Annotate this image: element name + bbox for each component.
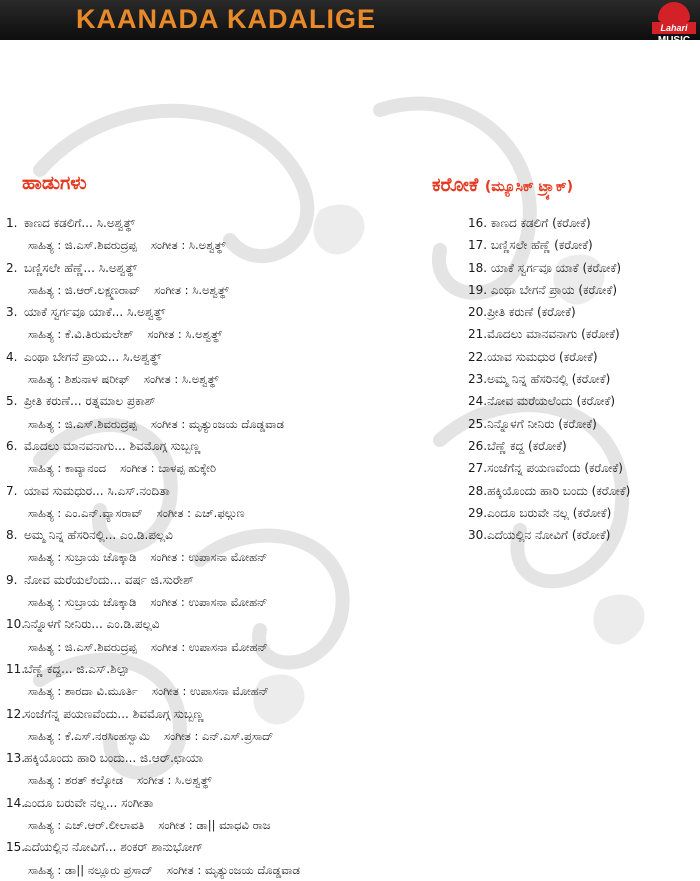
song-title: ಯಾಕೆ ಸ್ವರ್ಗವೂ ಯಾಕೆ... ಸಿ.ಅಶ್ವತ್ಥ್ — [24, 305, 166, 320]
song-title-row — [6, 435, 456, 457]
song-credit-row — [6, 502, 456, 524]
song-number: 2. — [6, 260, 18, 275]
song-number: 11. — [6, 661, 26, 676]
song-title-row — [6, 613, 456, 635]
song-title-row — [6, 257, 456, 279]
song-number: 4. — [6, 349, 18, 364]
song-credit-row — [6, 413, 456, 435]
song-music-credit: ಸಂಗೀತ : ಮೃತ್ಯುಂಜಯ ದೊಡ್ಡವಾಡ — [166, 862, 300, 877]
song-credit-row — [6, 636, 456, 658]
album-title: KAANADA KADALIGE — [76, 4, 376, 34]
song-title-row — [6, 390, 456, 412]
song-title: ಬೆಣ್ಣೆ ಕದ್ದ... ಜಿ.ಎಸ್.ಶಿಲ್ಪಾ — [24, 661, 130, 676]
song-number: 12. — [6, 706, 26, 721]
song-title: ಪ್ರೀತಿ ಕರುಣೆ... ರತ್ನಮಾಲ ಪ್ರಕಾಶ್ — [24, 394, 156, 409]
song-lyrics-credit: ಸಾಹಿತ್ಯ : ಶಿಶುನಾಳ ಷರೀಫ್ — [28, 372, 130, 387]
songs-heading: ಹಾಡುಗಳು — [22, 172, 87, 194]
song-credit-row — [6, 591, 456, 613]
song-music-credit: ಸಂಗೀತ : ಸಿ.ಅಶ್ವತ್ಥ್ — [136, 773, 212, 788]
song-title: ಸಂಜೆಗೆನ್ನ ಪಯಣವೆಂದು... ಶಿವಮೊಗ್ಗ ಸುಬ್ಬಣ್ಣ — [24, 706, 204, 721]
song-lyrics-credit: ಸಾಹಿತ್ಯ : ಕೆ.ವಿ.ತಿರುಮಲೇಶ್ — [28, 327, 134, 342]
song-number: 10. — [6, 617, 26, 632]
song-music-credit: ಸಂಗೀತ : ಬಾಳಪ್ಪ ಹುಕ್ಕೇರಿ — [120, 461, 217, 476]
karaoke-track: 17. ಬಣ್ಣಿಸಲೇ ಹೆಣ್ಣೆ (ಕರೋಕೆ) — [468, 238, 593, 253]
karaoke-track: 29.ಎಂದೂ ಬರುವೇ ನಲ್ಲ (ಕರೋಕೆ) — [468, 505, 612, 520]
song-title: ಹಕ್ಕಿಯೊಂದು ಹಾರಿ ಬಂದು... ಜಿ.ಆರ್.ಛಾಯಾ — [24, 751, 204, 766]
song-music-credit: ಸಂಗೀತ : ಸಿ.ಅಶ್ವತ್ಥ್ — [147, 327, 223, 342]
song-lyrics-credit: ಸಾಹಿತ್ಯ : ಡಾ|| ನಲ್ಲೂರು ಪ್ರಸಾದ್ — [28, 862, 153, 877]
song-number: 6. — [6, 438, 18, 453]
song-lyrics-credit: ಸಾಹಿತ್ಯ : ಸುಬ್ರಾಯ ಚೊಕ್ಕಾಡಿ — [28, 595, 137, 610]
song-credit-row — [6, 769, 456, 791]
song-lyrics-credit: ಸಾಹಿತ್ಯ : ಶರತ್ ಕಲ್ಕೋಡ — [28, 773, 123, 788]
karaoke-track: 27.ಸಂಜೆಗೆನ್ನ ಪಯಣವೆಂದು (ಕರೋಕೆ) — [468, 461, 623, 476]
song-title-row — [6, 346, 456, 368]
song-title-row — [6, 658, 456, 680]
song-music-credit: ಸಂಗೀತ : ಉಪಾಸನಾ ಮೋಹನ್ — [151, 684, 269, 699]
logo-brand-text: Lahari — [652, 22, 696, 34]
karaoke-track: 30.ಎದೆಯಲ್ಲಿನ ನೋವಿಗೆ (ಕರೋಕೆ) — [468, 528, 611, 543]
song-title-row — [6, 524, 456, 546]
karaoke-track: 18. ಯಾಕೆ ಸ್ವರ್ಗವೂ ಯಾಕೆ (ಕರೋಕೆ) — [468, 260, 622, 275]
song-number: 15. — [6, 840, 26, 855]
song-credit-row — [6, 234, 456, 256]
karaoke-track: 24.ನೋವ ಮರೆಯಲೆಂದು (ಕರೋಕೆ) — [468, 394, 616, 409]
logo-emblem-icon — [658, 2, 690, 22]
song-music-credit: ಸಂಗೀತ : ಉಪಾಸನಾ ಮೋಹನ್ — [150, 550, 268, 565]
song-credit-row — [6, 546, 456, 568]
karaoke-track: 20.ಪ್ರೀತಿ ಕರುಣೆ (ಕರೋಕೆ) — [468, 305, 576, 320]
song-title: ಮೊದಲು ಮಾನವನಾಗು... ಶಿವಮೊಗ್ಗ ಸುಬ್ಬಣ್ಣ — [24, 438, 201, 453]
song-number: 7. — [6, 483, 18, 498]
song-title: ನಿನ್ನೊಳಗೆ ನೀನಿರು... ಎಂ.ಡಿ.ಪಲ್ಲವಿ — [24, 617, 160, 632]
song-lyrics-credit: ಸಾಹಿತ್ಯ : ಕಾವ್ಯಾನಂದ — [28, 461, 107, 476]
song-music-credit: ಸಂಗೀತ : ಎಚ್.ಫಲ್ಗುಣ — [156, 505, 245, 520]
song-credit-row — [6, 725, 456, 747]
song-credit-row — [6, 814, 456, 836]
song-number: 5. — [6, 394, 18, 409]
song-title-row — [6, 703, 456, 725]
song-number: 8. — [6, 528, 18, 543]
songs-list — [6, 212, 456, 881]
karaoke-track: 23.ಅಮ್ಮ ನಿನ್ನ ಹೆಸರಿನಲ್ಲಿ (ಕರೋಕೆ) — [468, 372, 611, 387]
song-lyrics-credit: ಸಾಹಿತ್ಯ : ಎಂ.ಎನ್.ವ್ಯಾಸರಾವ್ — [28, 505, 143, 520]
song-title-row — [6, 212, 456, 234]
karaoke-track: 26.ಬೆಣ್ಣೆ ಕದ್ದ (ಕರೋಕೆ) — [468, 438, 567, 453]
song-title-row — [6, 747, 456, 769]
song-title: ಎಂಥಾ ಬೇಗನೆ ಪ್ರಾಯ... ಸಿ.ಅಶ್ವತ್ಥ್ — [24, 349, 162, 364]
song-lyrics-credit: ಸಾಹಿತ್ಯ : ಜಿ.ಆರ್.ಲಕ್ಷ್ಮಣರಾವ್ — [28, 282, 141, 297]
karaoke-heading-title: ಕರೋಕೆ — [432, 174, 479, 196]
song-music-credit: ಸಂಗೀತ : ಸಿ.ಅಶ್ವತ್ಥ್ — [143, 372, 219, 387]
song-music-credit: ಸಂಗೀತ : ಡಾ|| ಮಾಧವಿ ರಾಜ — [158, 818, 271, 833]
karaoke-track: 21.ಮೊದಲು ಮಾನವನಾಗು (ಕರೋಕೆ) — [468, 327, 620, 342]
song-lyrics-credit: ಸಾಹಿತ್ಯ : ಜಿ.ಎಸ್.ಶಿವರುದ್ರಪ್ಪ — [28, 238, 137, 253]
song-music-credit: ಸಂಗೀತ : ಸಿ.ಅಶ್ವತ್ಥ್ — [150, 238, 226, 253]
song-title: ಬಣ್ಣಿಸಲೇ ಹೆಣ್ಣೆ... ಸಿ.ಅಶ್ವತ್ಥ್ — [24, 260, 137, 275]
song-title: ಎದೆಯಲ್ಲಿನ ನೋವಿಗೆ... ಶಂಕರ್ ಶಾನುಭೋಗ್ — [24, 840, 204, 855]
karaoke-track: 16. ಕಾಣದ ಕಡಲಿಗೆ (ಕರೋಕೆ) — [468, 216, 591, 230]
song-credit-row — [6, 368, 456, 390]
song-title-row — [6, 792, 456, 814]
karaoke-heading — [432, 174, 573, 196]
karaoke-heading-sub: (ಮ್ಯೂಸಿಕ್ ಟ್ರ್ಯಾಕ್) — [484, 179, 574, 195]
song-number: 14. — [6, 795, 26, 810]
song-title: ನೋವ ಮರೆಯಲೆಂದು... ವರ್ಷ ಜಿ.ಸುರೇಶ್ — [24, 572, 194, 587]
header-band — [0, 0, 700, 46]
song-title-row — [6, 836, 456, 858]
song-title: ಕಾಣದ ಕಡಲಿಗೆ... ಸಿ.ಅಶ್ವತ್ಥ್ — [24, 216, 135, 230]
karaoke-track: 25.ನಿನ್ನೊಳಗೆ ನೀನಿರು (ಕರೋಕೆ) — [468, 416, 597, 431]
karaoke-track: 19. ಎಂಥಾ ಬೇಗನೆ ಪ್ರಾಯ (ಕರೋಕೆ) — [468, 282, 618, 297]
karaoke-list — [468, 212, 698, 546]
karaoke-track: 28.ಹಕ್ಕಿಯೊಂದು ಹಾರಿ ಬಂದು (ಕರೋಕೆ) — [468, 483, 631, 498]
song-number: 13. — [6, 751, 26, 766]
song-music-credit: ಸಂಗೀತ : ಉಪಾಸನಾ ಮೋಹನ್ — [150, 639, 268, 654]
song-title-row — [6, 301, 456, 323]
song-music-credit: ಸಂಗೀತ : ಉಪಾಸನಾ ಮೋಹನ್ — [150, 595, 268, 610]
song-lyrics-credit: ಸಾಹಿತ್ಯ : ಕೆ.ಎಸ್.ನರಸಿಂಹಸ್ವಾಮಿ — [28, 728, 150, 743]
karaoke-track: 22.ಯಾವ ಸುಮಧುರ (ಕರೋಕೆ) — [468, 349, 598, 364]
song-lyrics-credit: ಸಾಹಿತ್ಯ : ಶಾರದಾ ವಿ.ಮೂರ್ತಿ — [28, 684, 138, 699]
song-title: ಅಮ್ಮ ನಿನ್ನ ಹೆಸರಿನಲ್ಲಿ... ಎಂ.ಡಿ.ಪಲ್ಲವಿ — [24, 528, 173, 543]
song-credit-row — [6, 279, 456, 301]
song-number: 1. — [6, 216, 18, 230]
song-title: ಯಾವ ಸುಮಧುರ... ಸಿ.ಎಸ್.ನಂದಿತಾ — [24, 483, 170, 498]
song-lyrics-credit: ಸಾಹಿತ್ಯ : ಜಿ.ಎಸ್.ಶಿವರುದ್ರಪ್ಪ — [28, 416, 137, 431]
song-title: ಎಂದೂ ಬರುವೇ ನಲ್ಲ... ಸಂಗೀತಾ — [24, 795, 154, 810]
song-lyrics-credit: ಸಾಹಿತ್ಯ : ಎಚ್.ಆರ್.ಲೀಲಾವತಿ — [28, 818, 145, 833]
song-credit-row — [6, 457, 456, 479]
song-music-credit: ಸಂಗೀತ : ಮೃತ್ಯುಂಜಯ ದೊಡ್ಡವಾಡ — [150, 416, 284, 431]
song-credit-row — [6, 323, 456, 345]
song-number: 3. — [6, 305, 18, 320]
song-lyrics-credit: ಸಾಹಿತ್ಯ : ಸುಬ್ರಾಯ ಚೊಕ್ಕಾಡಿ — [28, 550, 137, 565]
song-title-row — [6, 480, 456, 502]
song-credit-row — [6, 859, 456, 881]
song-credit-row — [6, 680, 456, 702]
song-music-credit: ಸಂಗೀತ : ಎನ್.ಎಸ್.ಪ್ರಸಾದ್ — [163, 728, 274, 743]
song-music-credit: ಸಂಗೀತ : ಸಿ.ಅಶ್ವತ್ಥ್ — [154, 282, 229, 297]
song-title-row — [6, 569, 456, 591]
song-lyrics-credit: ಸಾಹಿತ್ಯ : ಜಿ.ಎಸ್.ಶಿವರುದ್ರಪ್ಪ — [28, 639, 137, 654]
song-number: 9. — [6, 572, 18, 587]
logo-music-text: MUSIC — [657, 35, 691, 46]
